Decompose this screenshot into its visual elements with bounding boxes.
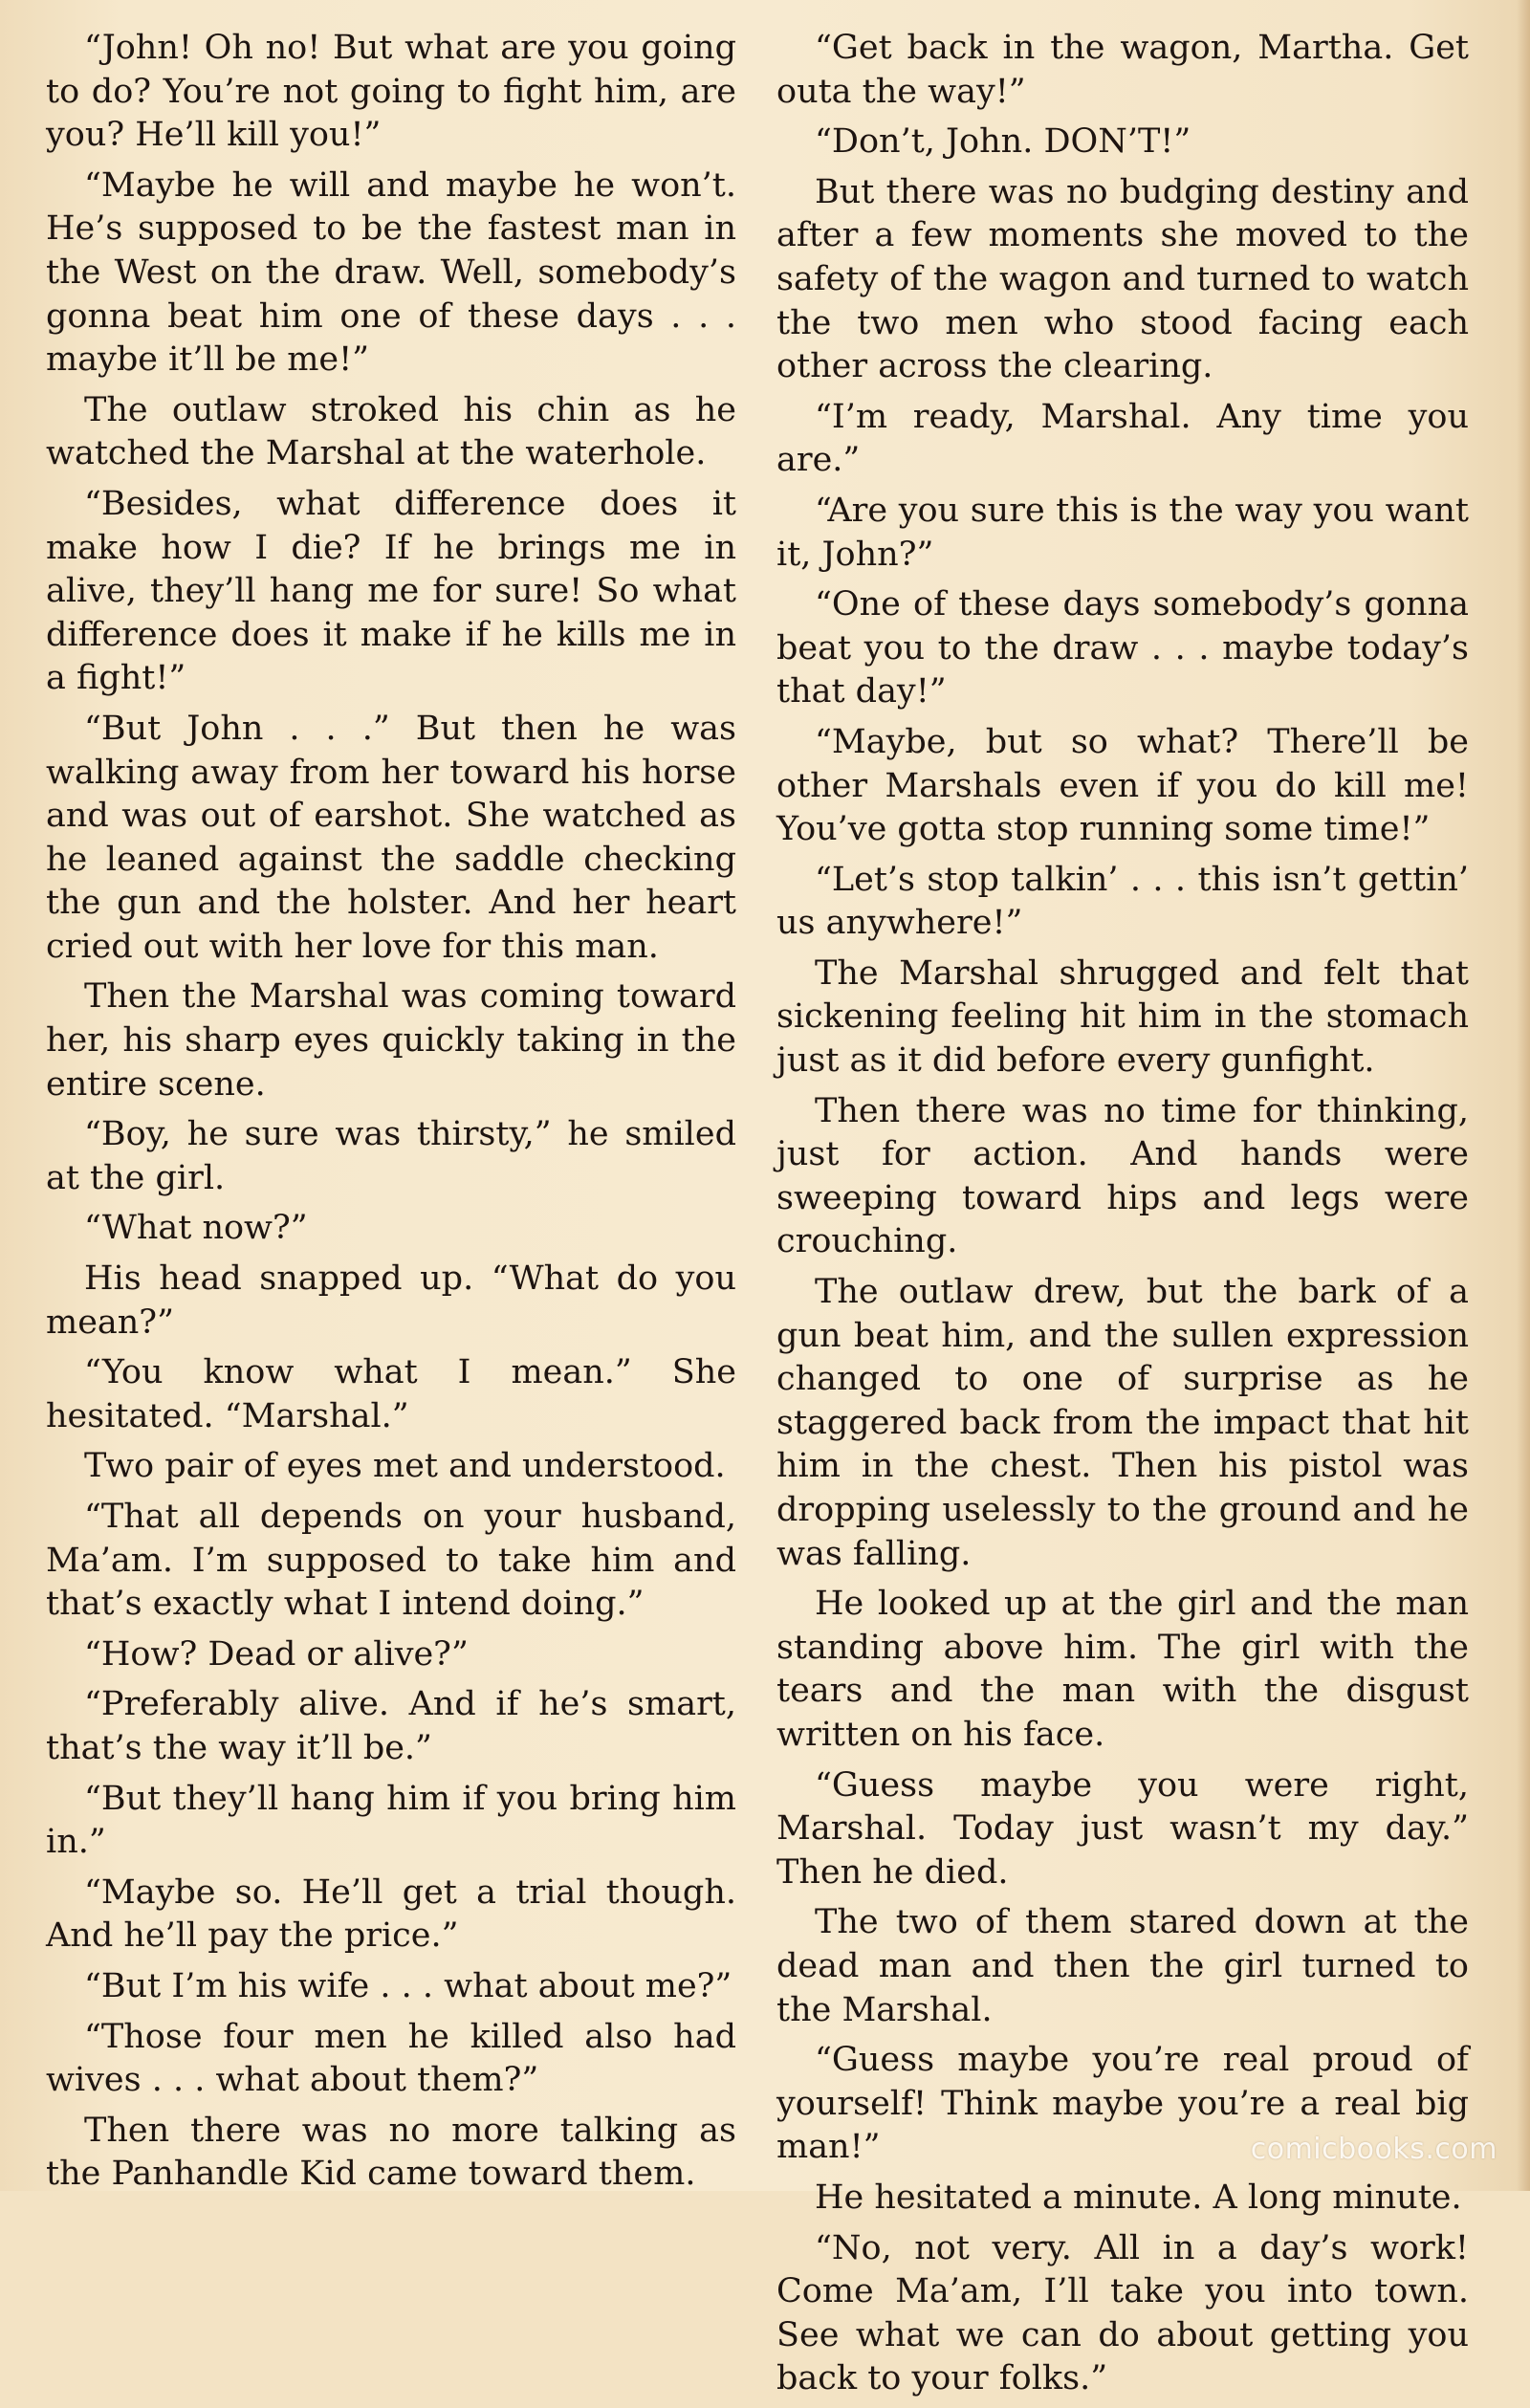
paragraph: “Preferably alive. And if he’s smart, that’s the way it’ll be.” [46,1685,736,1767]
paragraph: “Boy, he sure was thirsty,” he smiled at the girl. [46,1115,736,1197]
left-text-column [46,27,736,2203]
paragraph: “But I’m his wife . . . what about me?” [84,1966,732,2005]
paragraph: “Those four men he killed also had wives . . . what about them?” [46,2017,736,2100]
page-edge-shadow [1517,0,1530,2191]
paragraph: “Are you sure this is the way you want it, John?” [776,491,1469,574]
paragraph: “That all depends on your husband, Ma’am. I’m supposed to take him and that’s exactly what I intend doing.” [46,1498,736,1624]
watermark: comicbooks.com [1250,2133,1497,2166]
right-text-column [776,27,1469,2408]
paragraph: He hesitated a minute. A long minute. [815,2178,1462,2217]
paragraph: “One of these days somebody’s gonna beat you to the draw . . . maybe today’s that day!” [776,585,1469,711]
paragraph: “Guess maybe you’re real proud of yourself! Think maybe you’re a real big man!” [776,2041,1469,2167]
paragraph: “Get back in the wagon, Martha. Get outa the way!” [776,29,1469,111]
paragraph: “Maybe so. He’ll get a trial though. And he’ll pay the price.” [46,1872,736,1956]
paragraph: The Marshal shrugged and felt that sickening feeling hit him in the stomach just as it did before every gunfight. [776,953,1469,1081]
paragraph: “What now?” [84,1209,308,1248]
paragraph: “I’m ready, Marshal. Any time you are.” [776,397,1469,480]
paragraph: “You know what I mean.” She hesitated. “Marshal.” [46,1353,736,1435]
paragraph: “Besides, what difference does it make how I die? If he brings me in alive, they’ll hang me for sure! So what difference does it make if he kills me in a fight!” [46,484,736,698]
paragraph: His head snapped up. “What do you mean?” [46,1259,736,1342]
paragraph: “Guess maybe you were right, Marshal. Today just wasn’t my day.” Then he died. [776,1765,1469,1892]
paragraph: The outlaw stroked his chin as he watched the Marshal at the waterhole. [46,390,736,473]
paragraph: The two of them stared down at the dead man and then the girl turned to the Marshal. [776,1903,1469,2029]
paragraph: But there was no budging destiny and after a few moments she moved to the safety of the wagon and turned to watch the two men who stood facing each other across the clearing. [776,172,1469,386]
paragraph: Then the Marshal was coming toward her, his sharp eyes quickly taking in the entire scene. [46,977,736,1104]
paragraph: “Don’t, John. DON’T!” [815,122,1191,162]
paragraph: “But they’ll hang him if you bring him in.” [46,1779,736,1862]
paragraph: “Maybe he will and maybe he won’t. He’s supposed to be the fastest man in the West on the draw. Well, somebody’s gonna beat him one of these days . . . maybe it’ll be me!” [46,165,736,380]
paragraph: Two pair of eyes met and understood. [84,1447,726,1486]
paragraph: He looked up at the girl and the man standing above him. The girl with the tears and the man with the disgust written on his face. [776,1585,1469,1754]
paragraph: The outlaw drew, but the bark of a gun beat him, and the sullen expression changed to one of surprise as he staggered back from the impact that hit him in the chest. Then his pistol was dropping uselessly to the ground and he was falling. [776,1273,1469,1573]
paragraph: “John! Oh no! But what are you going to do? You’re not going to fight him, are you? He’ll kill you!” [46,29,736,155]
paragraph: Then there was no more talking as the Panhandle Kid came toward them. [46,2111,736,2194]
paragraph: “But John . . .” But then he was walking away from her toward his horse and was out of earshot. She watched as he leaned against the saddle checking the gun and the holster. And her heart cried out with her love for this man. [46,709,736,966]
paragraph: “Let’s stop talkin’ . . . this isn’t gettin’ us anywhere!” [776,860,1469,943]
paragraph: “No, not very. All in a day’s work! Come Ma’am, I’ll take you into town. See what we can do about getting you back to your folks.” [776,2228,1469,2398]
paragraph: “Maybe, but so what? There’ll be other Marshals even if you do kill me! You’ve gotta stop running some time!” [776,722,1469,849]
paragraph: Then there was no time for thinking, just for action. And hands were sweeping toward hips and legs were crouching. [776,1091,1469,1261]
paragraph: “How? Dead or alive?” [84,1634,469,1674]
